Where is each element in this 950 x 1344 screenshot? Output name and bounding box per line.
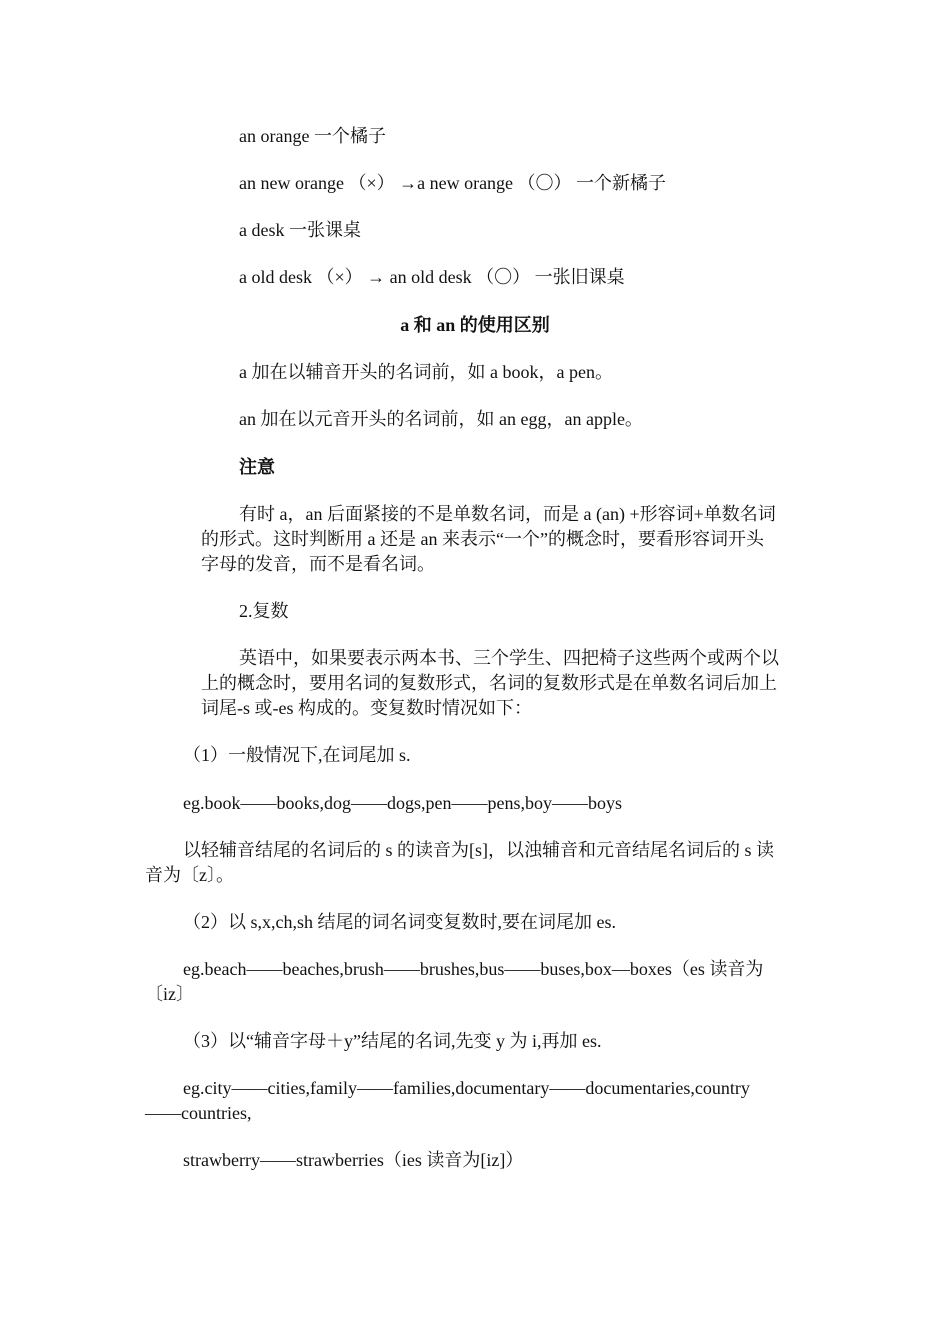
note-paragraph-line-3: 字母的发音，而不是看名词。 [201,554,435,574]
plural-rule-1: （1）一般情况下,在词尾加 s. [183,745,411,765]
plural-example-2-line-2: 〔iz〕 [145,984,194,1004]
plural-example-2-line-1: eg.beach——beaches,brush——brushes,bus——buses,box—boxes（es 读音为 [183,959,764,979]
plural-example-3-line-1: eg.city——cities,family——families,documentary——documentaries,country [183,1078,750,1098]
pronunciation-line-1: 以轻辅音结尾的名词后的 s 的读音为[s]，以浊辅音和元音结尾名词后的 s 读 [183,840,774,860]
plural-paragraph-line-2: 上的概念时，要用名词的复数形式，名词的复数形式是在单数名词后加上 [201,673,777,693]
note-heading: 注意 [239,457,275,477]
pronunciation-line-2: 音为〔z〕。 [145,865,234,885]
note-paragraph-line-2: 的形式。这时判断用 a 还是 an 来表示“一个”的概念时，要看形容词开头 [201,529,764,549]
plural-rule-3: （3）以“辅音字母＋y”结尾的名词,先变 y 为 i,再加 es. [183,1031,602,1051]
plural-rule-2: （2）以 s,x,ch,sh 结尾的词名词变复数时,要在词尾加 es. [183,912,616,932]
example-an-orange: an orange 一个橘子 [239,126,386,146]
plural-paragraph-line-1: 英语中，如果要表示两本书、三个学生、四把椅子这些两个或两个以 [239,648,779,668]
plural-example-1: eg.book——books,dog——dogs,pen——pens,boy——boys [183,793,622,813]
section-heading-a-an: a 和 an 的使用区别 [400,315,550,335]
note-paragraph-line-1: 有时 a，an 后面紧接的不是单数名词，而是 a (an) +形容词+单数名词 [239,504,776,524]
plural-paragraph-line-3: 词尾-s 或-es 构成的。变复数时情况如下： [201,698,532,718]
plural-example-3-line-3: strawberry——strawberries（ies 读音为[iz]） [183,1150,524,1170]
rule-an-vowel: an 加在以元音开头的名词前，如 an egg，an apple。 [239,409,643,429]
example-a-desk: a desk 一张课桌 [239,220,361,240]
example-new-orange: an new orange （×） →a new orange （〇） 一个新橘子 [239,173,667,193]
rule-a-consonant: a 加在以辅音开头的名词前，如 a book，a pen。 [239,362,613,382]
example-old-desk: a old desk （×） → an old desk （〇） 一张旧课桌 [239,267,625,287]
plural-example-3-line-2: ——countries, [145,1103,252,1123]
section-plural-heading: 2.复数 [239,601,289,621]
